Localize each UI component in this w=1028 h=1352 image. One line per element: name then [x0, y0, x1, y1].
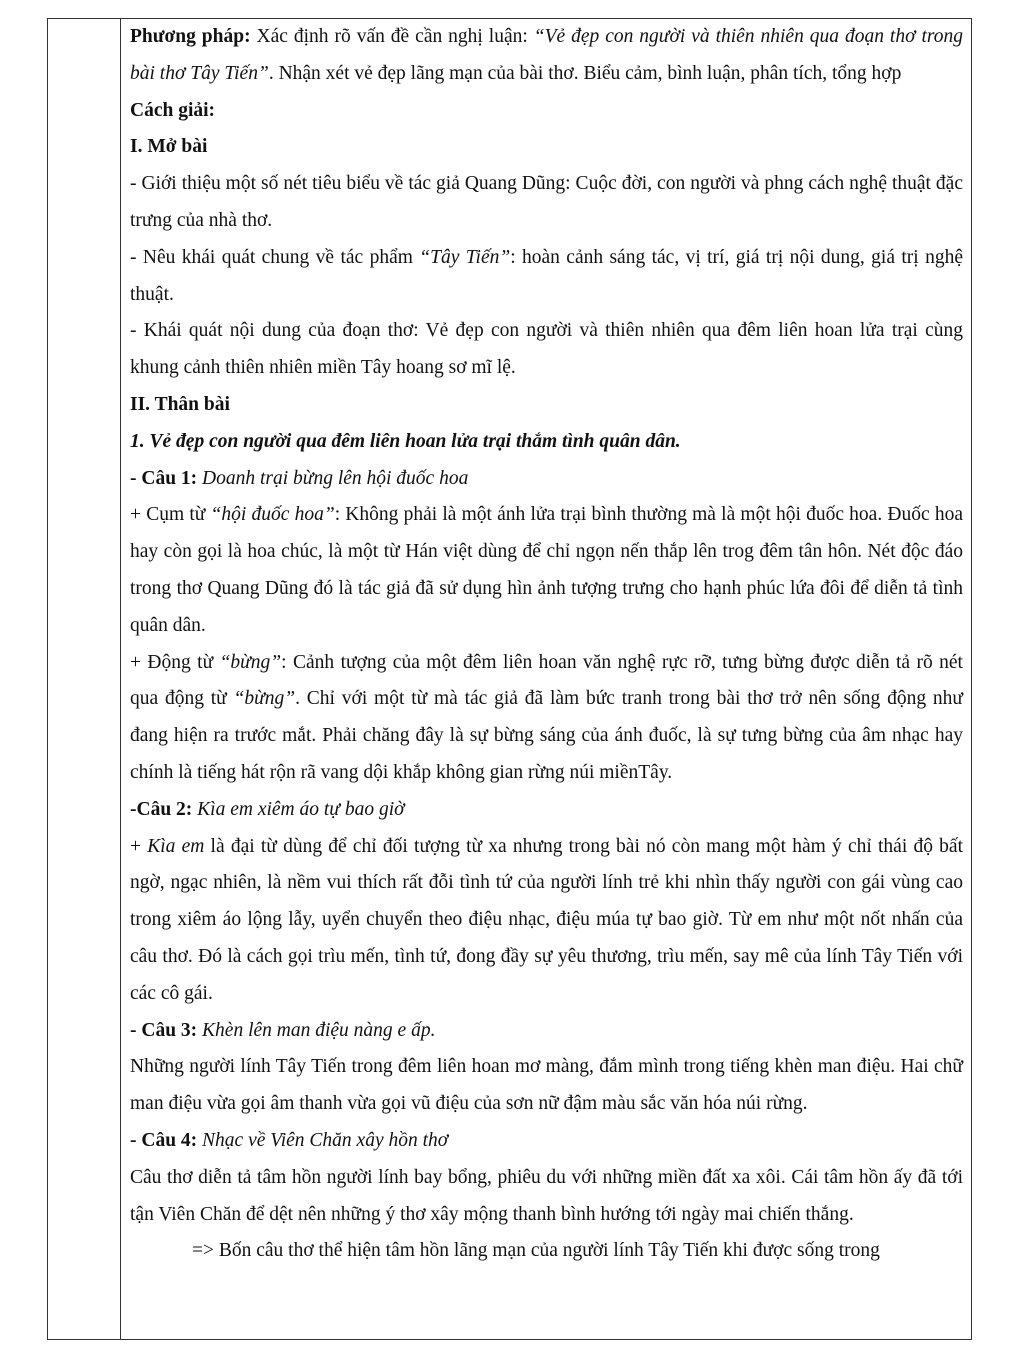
- verse-2-analysis: + Kìa em là đại từ dùng để chỉ đối tượng từ xa nhưng trong bài nó còn mang một hàm ý chỉ thái độ bất ngờ, ngạc nhiên, là nềm vui thích rất đỗi tình tứ của người lính trẻ khi nhìn thấy người con gái vùng cao trong xiêm áo lộng lẫy, uyển chuyển theo điệu nhạc, điệu múa tự bao giờ. Từ em như một nốt nhấn của câu thơ. Đó là cách gọi trìu mến, tình tứ, đong đầy sự yêu thương, trìu mến, say mê của lính Tây Tiến với các cô gái.: [130, 835, 963, 1004]
- intro-paragraph-1: - Giới thiệu một số nét tiêu biểu về tác giả Quang Dũng: Cuộc đời, con người và phng cách nghệ thuật đặc trưng của nhà thơ.: [130, 173, 963, 231]
- verse-1-analysis-1: + Cụm từ “hội đuốc hoa”: Không phải là một ánh lửa trại bình thường mà là một hội đuốc hoa. Đuốc hoa hay còn gọi là hoa chúc, là một từ Hán việt dùng để chỉ ngọn nến thắp lên trog đêm tân hôn. Nét độc đáo trong thơ Quang Dũng đó là tác giả đã sử dụng hìn ảnh tượng trưng cho hạnh phúc lứa đôi để diễn tả tình quân dân.: [130, 504, 963, 636]
- conclusion-line: => Bốn câu thơ thể hiện tâm hồn lãng mạn của người lính Tây Tiến khi được sống trong: [192, 1240, 880, 1262]
- verse-2: -Câu 2: Kìa em xiêm áo tự bao giờ: [130, 798, 405, 820]
- answer-cell: [130, 19, 963, 1270]
- solution-heading: Cách giải:: [130, 99, 216, 121]
- intro-heading: I. Mở bài: [130, 136, 208, 158]
- body-subheading-1: 1. Vẻ đẹp con người qua đêm liên hoan lửa trại thắm tình quân dân.: [130, 430, 681, 452]
- answer-table: [47, 18, 972, 1340]
- verse-1-analysis-2: + Động từ “bừng”: Cảnh tượng của một đêm liên hoan văn nghệ rực rỡ, tưng bừng được diễn tả rõ nét qua động từ “bừng”. Chỉ với một từ mà tác giả đã làm bức tranh trong bài thơ trở nên sống động như đang hiện ra trước mắt. Phải chăng đây là sự bừng sáng của ánh đuốc, là sự tưng bừng của âm nhạc hay chính là tiếng hát rộn rã vang dội khắp không gian rừng núi miềnTây.: [130, 651, 963, 783]
- verse-4-analysis: Câu thơ diễn tả tâm hồn người lính bay bổng, phiêu du với những miền đất xa xôi. Cái tâm hồn ấy đã tới tận Viên Chăn để dệt nên những ý thơ xây mộng thanh bình hướng tới ngày mai chiến thắng.: [130, 1166, 963, 1225]
- body-heading: II. Thân bài: [130, 393, 230, 415]
- verse-4: - Câu 4: Nhạc về Viên Chăn xây hồn thơ: [130, 1129, 449, 1151]
- method-paragraph: Phương pháp: Xác định rõ vấn đề cần nghị luận: “Vẻ đẹp con người và thiên nhiên qua đoạn thơ trong bài thơ Tây Tiến”. Nhận xét vẻ đẹp lãng mạn của bài thơ. Biểu cảm, bình luận, phân tích, tổng hợp: [130, 26, 963, 84]
- column-divider: [120, 19, 121, 1339]
- intro-paragraph-3: - Khái quát nội dung của đoạn thơ: Vẻ đẹp con người và thiên nhiên qua đêm liên hoan lửa trại cùng khung cảnh thiên nhiên miền Tây hoang sơ mĩ lệ.: [130, 320, 963, 379]
- verse-1: - Câu 1: Doanh trại bừng lên hội đuốc hoa: [130, 467, 469, 489]
- intro-paragraph-2: - Nêu khái quát chung về tác phẩm “Tây Tiến”: hoàn cảnh sáng tác, vị trí, giá trị nội dung, giá trị nghệ thuật.: [130, 246, 963, 305]
- verse-3: - Câu 3: Khèn lên man điệu nàng e ấp.: [130, 1019, 436, 1041]
- verse-3-analysis: Những người lính Tây Tiến trong đêm liên hoan mơ màng, đắm mình trong tiếng khèn man điệu. Hai chữ man điệu vừa gọi âm thanh vừa gọi vũ điệu của sơn nữ đậm màu sắc văn hóa núi rừng.: [130, 1056, 963, 1115]
